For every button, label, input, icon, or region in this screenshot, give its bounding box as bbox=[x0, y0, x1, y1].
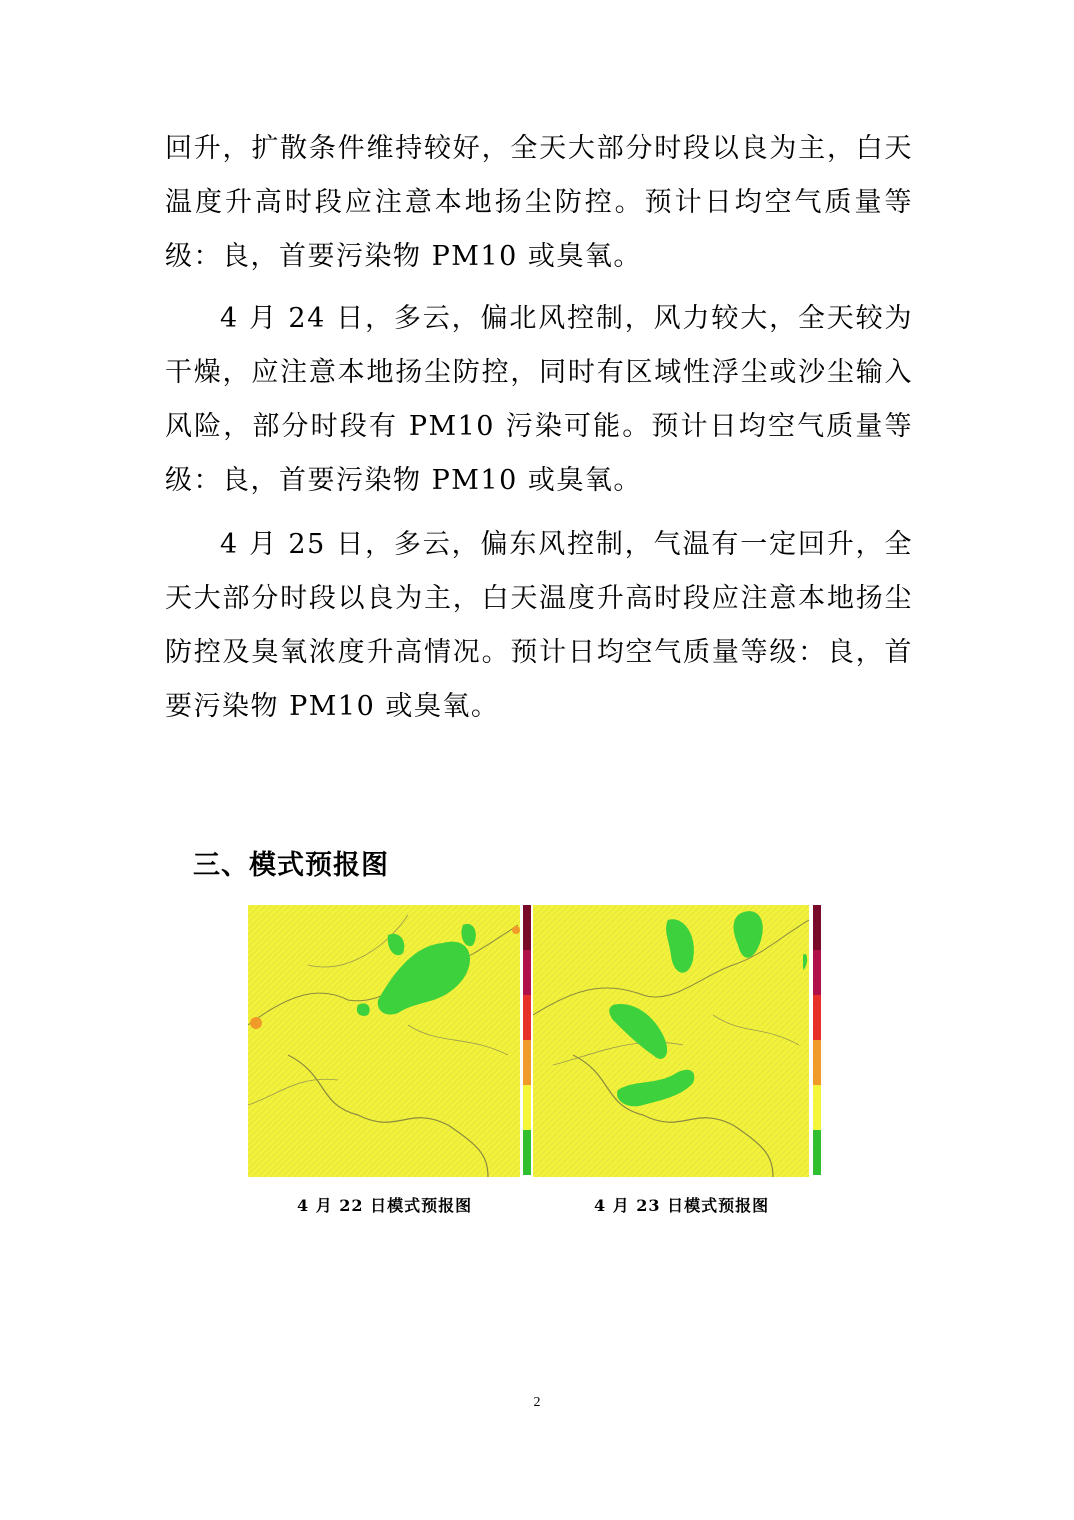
colorbar-2 bbox=[813, 905, 821, 1175]
paragraph-2: 4 月 24 日，多云，偏北风控制，风力较大，全天较为干燥，应注意本地扬尘防控，同时有区域性浮尘或沙尘输入风险，部分时段有 PM10 污染可能。预计日均空气质量等级：良，首要污染物 PM10 或臭氧。 bbox=[165, 303, 913, 496]
forecast-map-figure-2 bbox=[533, 905, 823, 1177]
colorbar-1 bbox=[523, 905, 531, 1175]
section-title: 三、模式预报图 bbox=[193, 850, 389, 881]
paragraph-3: 4 月 25 日，多云，偏东风控制，气温有一定回升，全天大部分时段以良为主，白天温度升高时段应注意本地扬尘防控及臭氧浓度升高情况。预计日均空气质量等级：良，首要污染物 PM10 或臭氧。 bbox=[165, 529, 913, 722]
figure-caption-2: 4 月 23 日模式预报图 bbox=[594, 1196, 770, 1215]
figure-caption-1: 4 月 22 日模式预报图 bbox=[297, 1196, 473, 1215]
forecast-map-1 bbox=[248, 905, 520, 1177]
forecast-map-2 bbox=[533, 905, 809, 1177]
forecast-map-figure-1 bbox=[248, 905, 534, 1177]
paragraph-1: 回升，扩散条件维持较好，全天大部分时段以良为主，白天温度升高时段应注意本地扬尘防控。预计日均空气质量等级：良，首要污染物 PM10 或臭氧。 bbox=[165, 133, 913, 272]
page-number: 2 bbox=[533, 1395, 541, 1410]
